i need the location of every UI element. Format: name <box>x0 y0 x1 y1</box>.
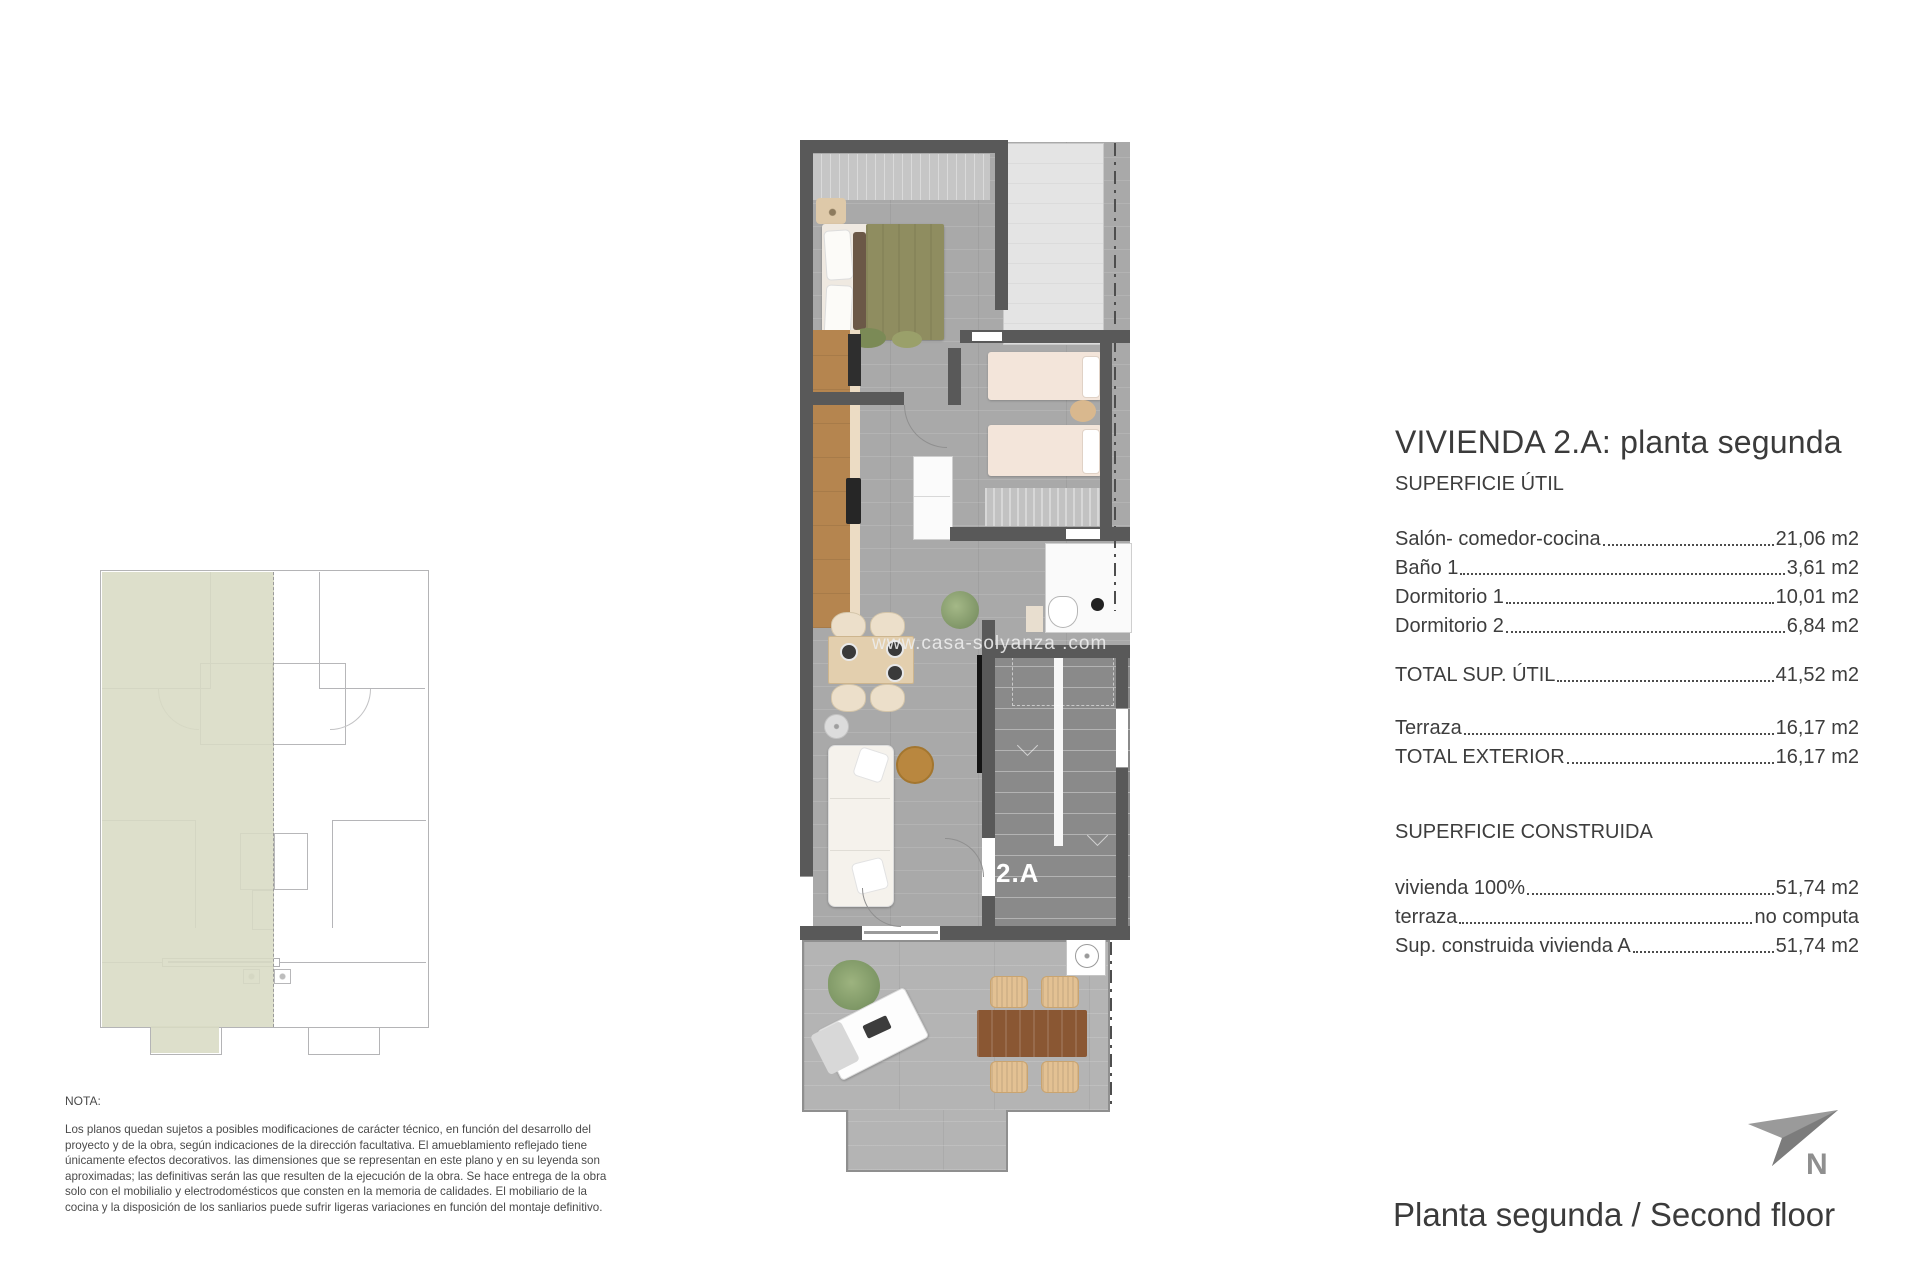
kitchen-island-divider <box>914 496 950 497</box>
stair-dashed-guide <box>1012 652 1114 706</box>
unit-highlight <box>102 572 274 1027</box>
wall-segment <box>800 140 813 938</box>
terrace-floor-extension <box>846 1110 1008 1172</box>
wall-segment <box>1100 343 1112 541</box>
bed-pillow <box>823 229 853 281</box>
panel-title: VIVIENDA 2.A: planta segunda <box>1395 424 1842 460</box>
window <box>800 876 813 928</box>
row-value: 10,01 m2 <box>1775 586 1859 608</box>
note-text: Los planos quedan sujetos a posibles modificaciones de carácter técnico, en función del desarrollo del proyecto y de la obra, según indicaciones de la dirección facultativa. El amueblamiento reflejado tiene únicamente efectos decorativos. las dimensiones que se representan en este plano y en su leyenda son aproximadas; las definitivas serán las que resulten de la ejecución de la obra. Se hace entrega de la obra solo con el mobilialio y electrodomésticos que consten en la memoria de calidades. El mobiliario de la cocina y la disposición de los sanliarios puede sufrir ligeras variaciones en función del montaje definitivo. <box>65 1123 607 1214</box>
window <box>972 332 1002 341</box>
useful-area-rows <box>1395 522 1859 638</box>
area-row <box>1395 609 1859 638</box>
terrace-chair <box>1041 1061 1079 1093</box>
dot-leader <box>1567 762 1774 764</box>
measurements-panel <box>1395 424 1859 958</box>
dot-leader <box>1459 922 1752 924</box>
row-value: no computa <box>1754 906 1859 928</box>
bed-pillow <box>824 284 854 335</box>
terrace-table <box>977 1010 1087 1057</box>
nightstand <box>816 198 846 224</box>
north-label: N <box>1806 1148 1828 1181</box>
sink <box>1091 598 1104 611</box>
area-row <box>1395 522 1859 551</box>
wall-segment <box>995 140 1008 310</box>
bed-pillow-accent <box>853 232 866 330</box>
area-row <box>1395 580 1859 609</box>
wall-segment <box>800 926 1130 940</box>
row-label: terraza <box>1395 906 1458 928</box>
sheet-caption: Planta segunda / Second floor <box>1393 1196 1836 1233</box>
bench-plant <box>892 331 922 348</box>
dot-leader <box>1557 680 1773 682</box>
location-plan-tab-right <box>308 1028 380 1055</box>
row-label: vivienda 100% <box>1395 877 1526 899</box>
sofa-cushion-line <box>830 850 890 851</box>
row-value: 51,74 m2 <box>1775 877 1859 899</box>
row-value: 16,17 m2 <box>1775 717 1859 739</box>
exterior-rows <box>1395 711 1859 769</box>
terrace-chair <box>1041 976 1079 1008</box>
row-value: 51,74 m2 <box>1775 935 1859 957</box>
row-value: 21,06 m2 <box>1775 528 1859 550</box>
adjacent-terrace-faded <box>1003 143 1104 345</box>
unit-label: 2.A <box>996 858 1040 888</box>
row-value: 6,84 m2 <box>1786 615 1859 637</box>
row-label: Terraza <box>1395 717 1462 739</box>
kitchen-island <box>913 456 953 540</box>
terrace-drain-circle <box>1075 944 1099 968</box>
coffee-table-round <box>896 746 934 784</box>
wall-segment <box>948 348 961 405</box>
terrace-chair <box>990 976 1028 1008</box>
terrace-chair <box>990 1061 1028 1093</box>
wardrobe <box>812 154 990 200</box>
note-title: NOTA: <box>65 1094 101 1108</box>
dot-leader <box>1633 951 1774 953</box>
plan-line <box>332 820 426 821</box>
place-setting <box>840 643 858 661</box>
area-row <box>1395 551 1859 580</box>
wall-segment <box>800 140 998 153</box>
built-area-rows <box>1395 871 1859 958</box>
watermark: www.casa-solyanza .com <box>872 633 1108 654</box>
row-value: 16,17 m2 <box>1775 746 1859 768</box>
dining-chair <box>870 684 905 712</box>
dot-leader <box>1506 602 1774 604</box>
row-label: Salón- comedor-cocina <box>1395 528 1601 550</box>
row-label: Dormitorio 2 <box>1395 615 1504 637</box>
useful-area-heading: SUPERFICIE ÚTIL <box>1395 473 1564 495</box>
sliding-door-leaf <box>864 931 938 934</box>
area-row <box>1395 900 1859 929</box>
note-block <box>65 1094 621 1216</box>
plant <box>941 591 979 629</box>
property-line <box>1110 942 1112 1110</box>
bed-pillow <box>1082 356 1100 398</box>
ac-unit <box>274 969 291 984</box>
place-setting <box>886 664 904 682</box>
kitchen-cooktop <box>846 478 861 524</box>
dot-leader <box>1603 544 1774 546</box>
dining-chair <box>831 684 866 712</box>
rug <box>985 488 1102 526</box>
location-plan <box>100 570 430 1060</box>
row-label: TOTAL EXTERIOR <box>1395 746 1565 768</box>
window <box>1116 708 1128 768</box>
row-label: Baño 1 <box>1395 557 1459 579</box>
dot-leader <box>1464 733 1774 735</box>
toilet <box>1048 596 1078 628</box>
row-value: 41,52 m2 <box>1775 664 1859 686</box>
party-wall-dashed-line <box>273 572 274 1027</box>
plan-line <box>332 820 333 928</box>
row-label: Sup. construida vivienda A <box>1395 935 1631 957</box>
area-row <box>1395 871 1859 900</box>
dot-leader <box>1527 893 1774 895</box>
area-row <box>1395 929 1859 958</box>
main-floor-plan <box>798 138 1138 1183</box>
wall-segment <box>1116 645 1128 938</box>
row-label: Dormitorio 1 <box>1395 586 1504 608</box>
bed-blanket <box>866 224 944 340</box>
entry-door-opening <box>982 838 995 896</box>
area-row <box>1395 711 1859 740</box>
row-value: 3,61 m2 <box>1786 557 1859 579</box>
dot-leader <box>1506 631 1785 633</box>
nightstand-round <box>1070 400 1096 422</box>
unit-highlight-tab <box>151 1026 219 1053</box>
row-label: TOTAL SUP. ÚTIL <box>1395 664 1556 686</box>
dot-leader <box>1460 573 1784 575</box>
side-table-round <box>824 714 849 739</box>
area-row <box>1395 740 1859 769</box>
kitchen-counter <box>812 330 850 628</box>
sofa-cushion-line <box>830 798 890 799</box>
total-useful-row <box>1395 658 1859 687</box>
bed-pillow <box>1082 429 1100 474</box>
built-area-heading: SUPERFICIE CONSTRUIDA <box>1395 821 1653 843</box>
bath-mat <box>1026 606 1043 632</box>
kitchen-oven <box>848 334 861 386</box>
wall-segment <box>810 392 904 405</box>
